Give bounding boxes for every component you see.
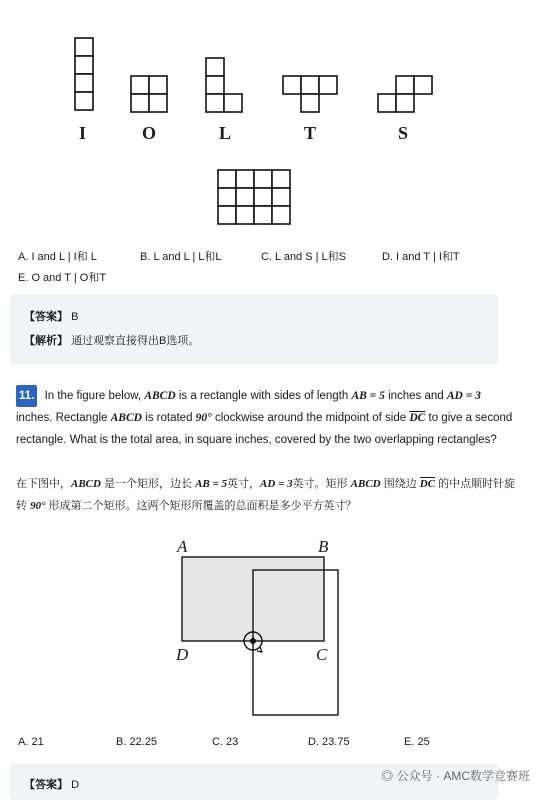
q11-choice-d: D. 23.75 bbox=[308, 736, 350, 748]
vertex-label-a: A bbox=[177, 537, 188, 556]
piece-label-s: S bbox=[398, 123, 409, 143]
analysis-label: 【解析】 bbox=[24, 335, 68, 347]
q10-option-d: D. I and T | I和T bbox=[382, 251, 460, 263]
q11-choice-e: E. 25 bbox=[404, 736, 430, 748]
q11-text-part: inches. Rectangle bbox=[16, 412, 108, 424]
q11-text-part: is rotated bbox=[145, 412, 193, 424]
q11-cn-part: 是一个矩形，边长 bbox=[104, 478, 193, 490]
q11-cn-part: 形成第二个矩形。这两个矩形所覆盖的总面积是多少平方英寸？ bbox=[48, 500, 357, 512]
q11-answer bbox=[24, 776, 79, 792]
math-abcd: ABCD bbox=[110, 412, 142, 424]
q11-text-part: clockwise around the midpoint of side bbox=[214, 412, 407, 424]
math-abcd: ABCD bbox=[350, 478, 381, 490]
math-deg: 90° bbox=[195, 412, 212, 424]
q10-option-a: A. I and L | I和 L bbox=[18, 251, 97, 263]
answer-value: D bbox=[71, 779, 80, 791]
math-abcd: ABCD bbox=[71, 478, 101, 490]
piece-label-t: T bbox=[304, 123, 317, 143]
answer-value: B bbox=[71, 311, 79, 323]
vertex-label-b: B bbox=[318, 537, 329, 556]
q11-choice-a: A. 21 bbox=[18, 736, 44, 748]
midpoint-dot-icon bbox=[250, 638, 256, 644]
math-ad: AD = 3 bbox=[446, 390, 481, 402]
vertex-label-d: D bbox=[176, 645, 189, 664]
math-ad: AD = 3 bbox=[260, 478, 293, 490]
math-ab: AB = 5 bbox=[195, 478, 228, 490]
q11-cn-part: 围绕边 bbox=[383, 478, 417, 490]
q11-cn-part: 在下图中， bbox=[16, 478, 71, 490]
q11-text-part: is a rectangle with sides of length bbox=[178, 390, 349, 402]
q10-option-b: B. L and L | L和L bbox=[140, 251, 222, 263]
question-number-badge: 11. bbox=[16, 385, 37, 407]
q11-choice-b: B. 22.25 bbox=[116, 736, 157, 748]
piece-label-o: O bbox=[142, 123, 157, 143]
answer-label: 【答案】 bbox=[24, 311, 68, 323]
q11-cn-part: 的中点顺时针旋转 bbox=[16, 478, 516, 512]
watermark bbox=[381, 767, 530, 784]
math-dc: $\overline{DC}$ bbox=[419, 478, 436, 490]
q11-choice-c: C. 23 bbox=[212, 736, 239, 748]
q11-text-part: In the figure below, bbox=[44, 390, 142, 402]
answer-label: 【答案】 bbox=[24, 779, 68, 791]
piece-label-i: I bbox=[79, 123, 87, 143]
math-deg: 90° bbox=[30, 500, 46, 512]
q10-option-e: E. O and T | O和T bbox=[18, 272, 107, 284]
q11-text-part: to give a second rectangle. What is the total area, in square inches, covered by the two overlapping rectangles? bbox=[16, 412, 513, 446]
q10-option-c: C. L and S | L和S bbox=[261, 251, 346, 263]
watermark-text: 公众号 · AMC数学竞赛班 bbox=[396, 769, 530, 783]
piece-label-l: L bbox=[219, 123, 232, 143]
q11-cn-part: 英寸， bbox=[227, 478, 261, 490]
q11-cn-part: 英寸。矩形 bbox=[292, 478, 348, 490]
analysis-value: 通过观察直接得出B选项。 bbox=[71, 335, 200, 347]
vertex-label-c: C bbox=[316, 645, 328, 664]
q11-text-part: inches and bbox=[388, 390, 444, 402]
math-dc: $\overline{DC}$ bbox=[409, 412, 426, 424]
math-abcd: ABCD bbox=[144, 390, 176, 402]
math-ab: AB = 5 bbox=[351, 390, 385, 402]
wechat-icon: ◎ bbox=[381, 769, 394, 783]
